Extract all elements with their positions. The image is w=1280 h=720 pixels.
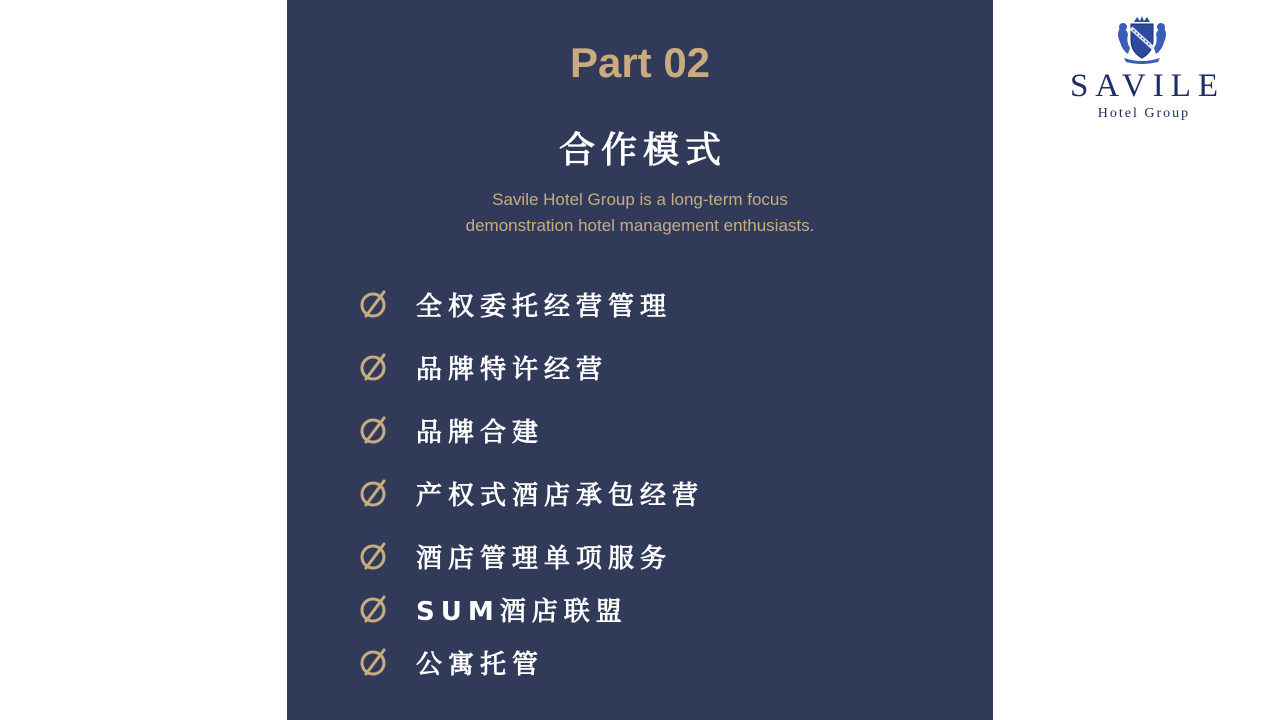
subtitle-line: Savile Hotel Group is a long-term focus (492, 190, 788, 209)
content-panel (287, 0, 993, 720)
list-item (359, 473, 704, 513)
subtitle (287, 187, 993, 239)
list-item (359, 589, 628, 629)
list-item-label: 品牌合建 (416, 417, 545, 448)
brand-name: SAVILE (1069, 68, 1226, 104)
list-item-label: SUM酒店联盟 (416, 596, 628, 627)
part-label: Part 02 (569, 39, 711, 86)
list-item-label: 公寓托管 (416, 649, 545, 680)
slashed-circle-icon (359, 594, 389, 624)
brand-tagline: Hotel Group (1097, 106, 1191, 121)
slashed-circle-icon (359, 415, 389, 445)
slashed-circle-icon (359, 541, 389, 571)
savile-logo (1052, 12, 1236, 128)
slashed-circle-icon (359, 352, 389, 382)
list-item (359, 284, 672, 324)
subtitle-line: demonstration hotel management enthusiasts. (465, 216, 815, 235)
list-item-label: 全权委托经营管理 (416, 291, 673, 322)
list-item (359, 347, 608, 387)
list-item-label: 品牌特许经营 (416, 354, 609, 385)
slashed-circle-icon (359, 478, 389, 508)
slashed-circle-icon (359, 647, 389, 677)
slashed-circle-icon (359, 289, 389, 319)
list-item (359, 536, 672, 576)
list-item (359, 410, 544, 450)
heraldic-crest-icon (1114, 14, 1170, 64)
list-item-label: 产权式酒店承包经营 (416, 480, 705, 511)
list-item (359, 642, 544, 682)
section-title: 合作模式 (558, 130, 727, 171)
list-item-label: 酒店管理单项服务 (416, 543, 673, 574)
